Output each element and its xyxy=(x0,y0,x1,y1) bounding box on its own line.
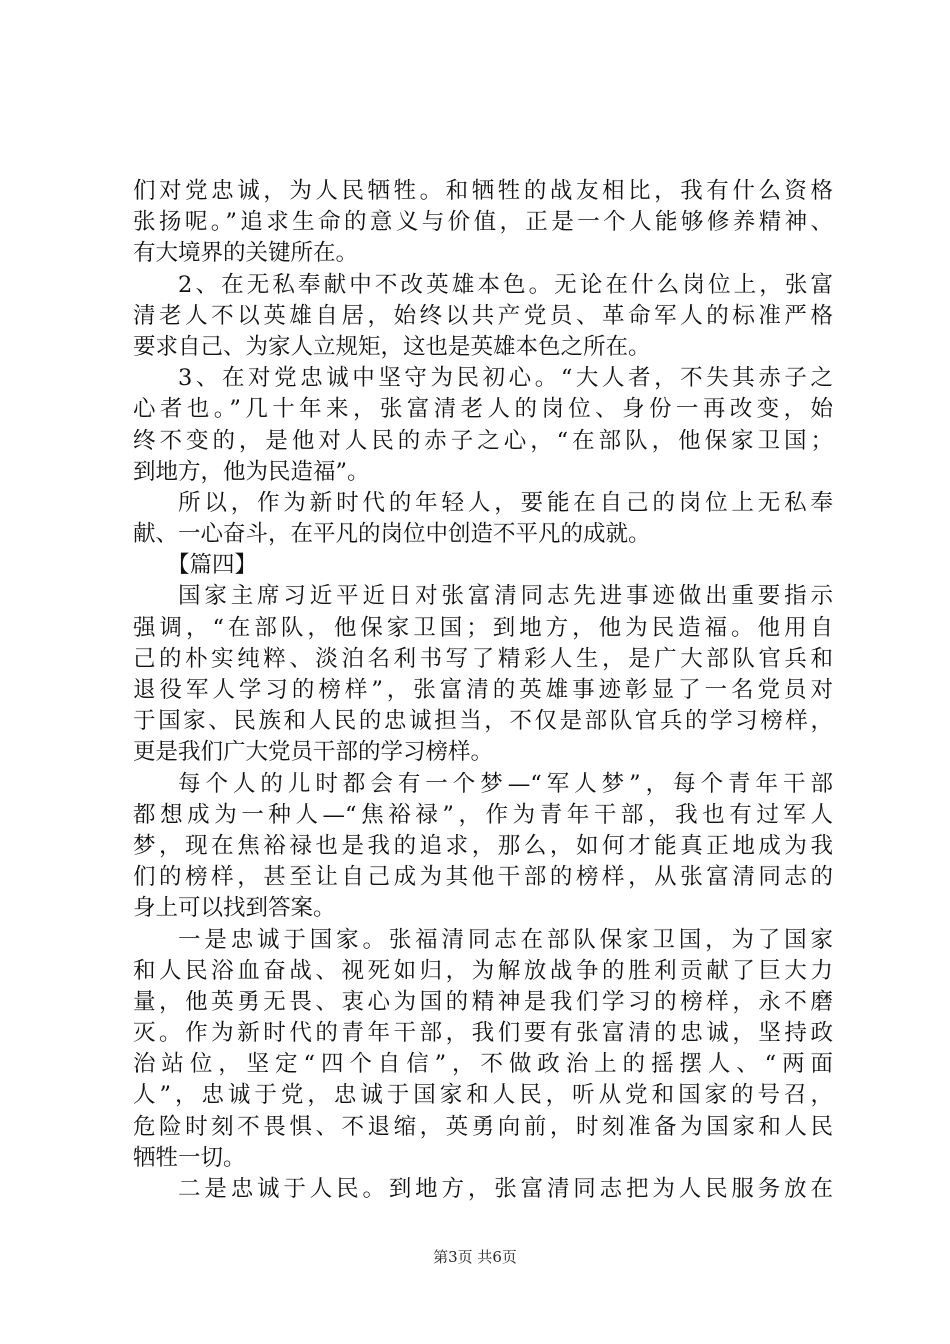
text-line: 二是忠诚于人民。到地方，张富清同志把为人民服务放在 xyxy=(178,1176,833,1202)
page-footer: 第3页 共6页 xyxy=(433,1248,517,1266)
text-line: 终不变的，是他对人民的赤子之心，“在部队，他保家卫国； xyxy=(133,427,833,454)
text-line: 强调，“在部队，他保家卫国；到地方，他为民造福。他用自 xyxy=(133,614,833,641)
text-line: 每个人的儿时都会有一个梦—“军人梦”，每个青年干部 xyxy=(178,770,833,797)
text-line: 于国家、民族和人民的忠诚担当，不仅是部队官兵的学习榜样， xyxy=(133,708,833,735)
text-line: 们对党忠诚，为人民牺牲。和牺牲的战友相比，我有什么资格 xyxy=(133,178,833,204)
text-line: 清老人不以英雄自居，始终以共产党员、革命军人的标准严格 xyxy=(133,302,833,329)
section-heading: 【篇四】 xyxy=(167,552,258,579)
text-line: 到地方，他为民造福”。 xyxy=(133,458,370,485)
text-line: 都想成为一种人—“焦裕禄”，作为青年干部，我也有过军人 xyxy=(133,801,833,828)
document-body xyxy=(133,176,833,1205)
text-line: 退役军人学习的榜样”，张富清的英雄事迹彰显了一名党员对 xyxy=(133,677,833,703)
text-line: 己的朴实纯粹、淡泊名利书写了精彩人生，是广大部队官兵和 xyxy=(133,645,833,672)
text-line: 们的榜样，甚至让自己成为其他干部的榜样，从张富清同志的 xyxy=(133,864,833,891)
text-line: 更是我们广大党员干部的学习榜样。 xyxy=(133,739,494,766)
text-line: 危险时刻不畏惧、不退缩，英勇向前，时刻准备为国家和人民 xyxy=(133,1113,833,1140)
text-line: 3、在对党忠诚中坚守为民初心。“大人者，不失其赤子之 xyxy=(178,365,833,392)
text-line: 身上可以找到答案。 xyxy=(133,895,336,922)
text-line: 牺牲一切。 xyxy=(133,1144,246,1171)
text-line: 一是忠诚于国家。张福清同志在部队保家卫国，为了国家 xyxy=(178,926,833,953)
text-line: 人”，忠诚于党，忠诚于国家和人民，听从党和国家的号召， xyxy=(133,1082,833,1109)
text-line: 张扬呢。”追求生命的意义与价值，正是一个人能够修养精神、 xyxy=(133,209,833,236)
text-line: 灭。作为新时代的青年干部，我们要有张富清的忠诚，坚持政 xyxy=(133,1020,833,1047)
text-line: 心者也。”几十年来，张富清老人的岗位、身份一再改变，始 xyxy=(133,396,833,423)
text-line: 所以，作为新时代的年轻人，要能在自己的岗位上无私奉 xyxy=(178,489,833,516)
text-line: 量，他英勇无畏、衷心为国的精神是我们学习的榜样，永不磨 xyxy=(133,988,833,1015)
text-line: 要求自己、为家人立规矩，这也是英雄本色之所在。 xyxy=(133,333,651,360)
text-line: 国家主席习近平近日对张富清同志先进事迹做出重要指示 xyxy=(178,583,833,610)
text-line: 献、一心奋斗，在平凡的岗位中创造不平凡的成就。 xyxy=(133,521,651,548)
text-line: 2、在无私奉献中不改英雄本色。无论在什么岗位上，张富 xyxy=(178,271,833,298)
text-line: 和人民浴血奋战、视死如归，为解放战争的胜利贡献了巨大力 xyxy=(133,957,833,984)
text-line: 梦，现在焦裕禄也是我的追求，那么，如何才能真正地成为我 xyxy=(133,832,833,859)
text-line: 治站位，坚定“四个自信”，不做政治上的摇摆人、“两面 xyxy=(133,1051,833,1078)
text-line: 有大境界的关键所在。 xyxy=(133,240,359,267)
